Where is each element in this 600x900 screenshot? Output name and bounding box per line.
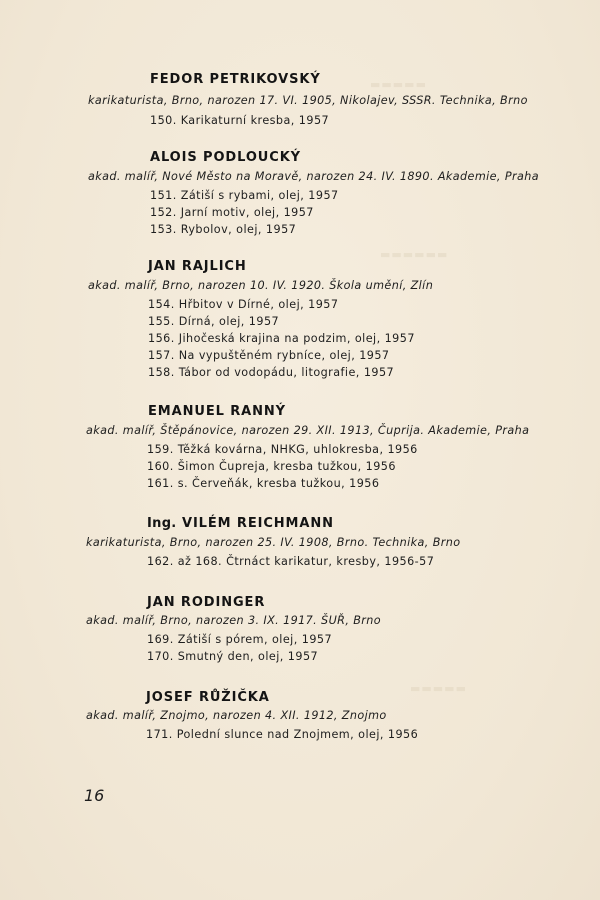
work-item: 171. Polední slunce nad Znojmem, olej, 1956 bbox=[146, 728, 419, 741]
artist-bio: akad. malíř, Nové Město na Moravě, narozen 24. IV. 1890. Akademie, Praha bbox=[88, 170, 539, 183]
work-item: 161. s. Červeňák, kresba tužkou, 1956 bbox=[147, 477, 380, 490]
name-prefix: Ing. bbox=[147, 516, 177, 531]
work-item: 158. Tábor od vodopádu, litografie, 1957 bbox=[148, 366, 395, 379]
work-item: 160. Šimon Čupreja, kresba tužkou, 1956 bbox=[147, 460, 396, 473]
work-item: 154. Hřbitov v Dírné, olej, 1957 bbox=[148, 298, 339, 311]
work-item: 152. Jarní motiv, olej, 1957 bbox=[150, 206, 314, 219]
work-item: 155. Dírná, olej, 1957 bbox=[148, 315, 280, 328]
work-item: 150. Karikaturní kresba, 1957 bbox=[150, 114, 330, 127]
artist-name bbox=[147, 516, 334, 531]
artist-bio: akad. malíř, Znojmo, narozen 4. XII. 1912, Znojmo bbox=[86, 709, 387, 722]
artist-bio: akad. malíř, Brno, narozen 10. IV. 1920. Škola umění, Zlín bbox=[88, 279, 434, 292]
artist-name: JAN RODINGER bbox=[147, 595, 266, 610]
page-number: 16 bbox=[84, 786, 105, 805]
work-item: 159. Těžká kovárna, NHKG, uhlokresba, 1956 bbox=[147, 443, 418, 456]
bleed-through-text: ▬▬▬▬▬ bbox=[410, 682, 467, 695]
artist-name: JOSEF RŮŽIČKA bbox=[146, 690, 270, 705]
work-item: 170. Smutný den, olej, 1957 bbox=[147, 650, 319, 663]
artist-name: JAN RAJLICH bbox=[148, 259, 247, 274]
artist-bio: akad. malíř, Brno, narozen 3. IX. 1917. ŠUŘ, Brno bbox=[86, 614, 382, 627]
artist-name: ALOIS PODLOUCKÝ bbox=[150, 150, 301, 165]
artist-name: EMANUEL RANNÝ bbox=[148, 404, 286, 419]
artist-name: FEDOR PETRIKOVSKÝ bbox=[150, 72, 321, 87]
work-item: 156. Jihočeská krajina na podzim, olej, 1957 bbox=[148, 332, 415, 345]
work-item: 153. Rybolov, olej, 1957 bbox=[150, 223, 297, 236]
bleed-through-text: ▬▬▬▬▬ bbox=[370, 78, 427, 91]
name-text: VILÉM REICHMANN bbox=[181, 516, 334, 531]
artist-bio: akad. malíř, Štěpánovice, narozen 29. XII. 1913, Čuprija. Akademie, Praha bbox=[86, 424, 530, 437]
work-item: 162. až 168. Čtrnáct karikatur, kresby, 1956-57 bbox=[147, 555, 435, 568]
work-item: 157. Na vypuštěném rybníce, olej, 1957 bbox=[148, 349, 390, 362]
work-item: 151. Zátiší s rybami, olej, 1957 bbox=[150, 189, 339, 202]
work-item: 169. Zátiší s pórem, olej, 1957 bbox=[147, 633, 333, 646]
artist-bio: karikaturista, Brno, narozen 25. IV. 1908, Brno. Technika, Brno bbox=[86, 536, 461, 549]
bleed-through-text: ▬▬▬▬▬▬ bbox=[380, 248, 449, 261]
artist-bio: karikaturista, Brno, narozen 17. VI. 1905, Nikolajev, SSSR. Technika, Brno bbox=[88, 94, 528, 107]
